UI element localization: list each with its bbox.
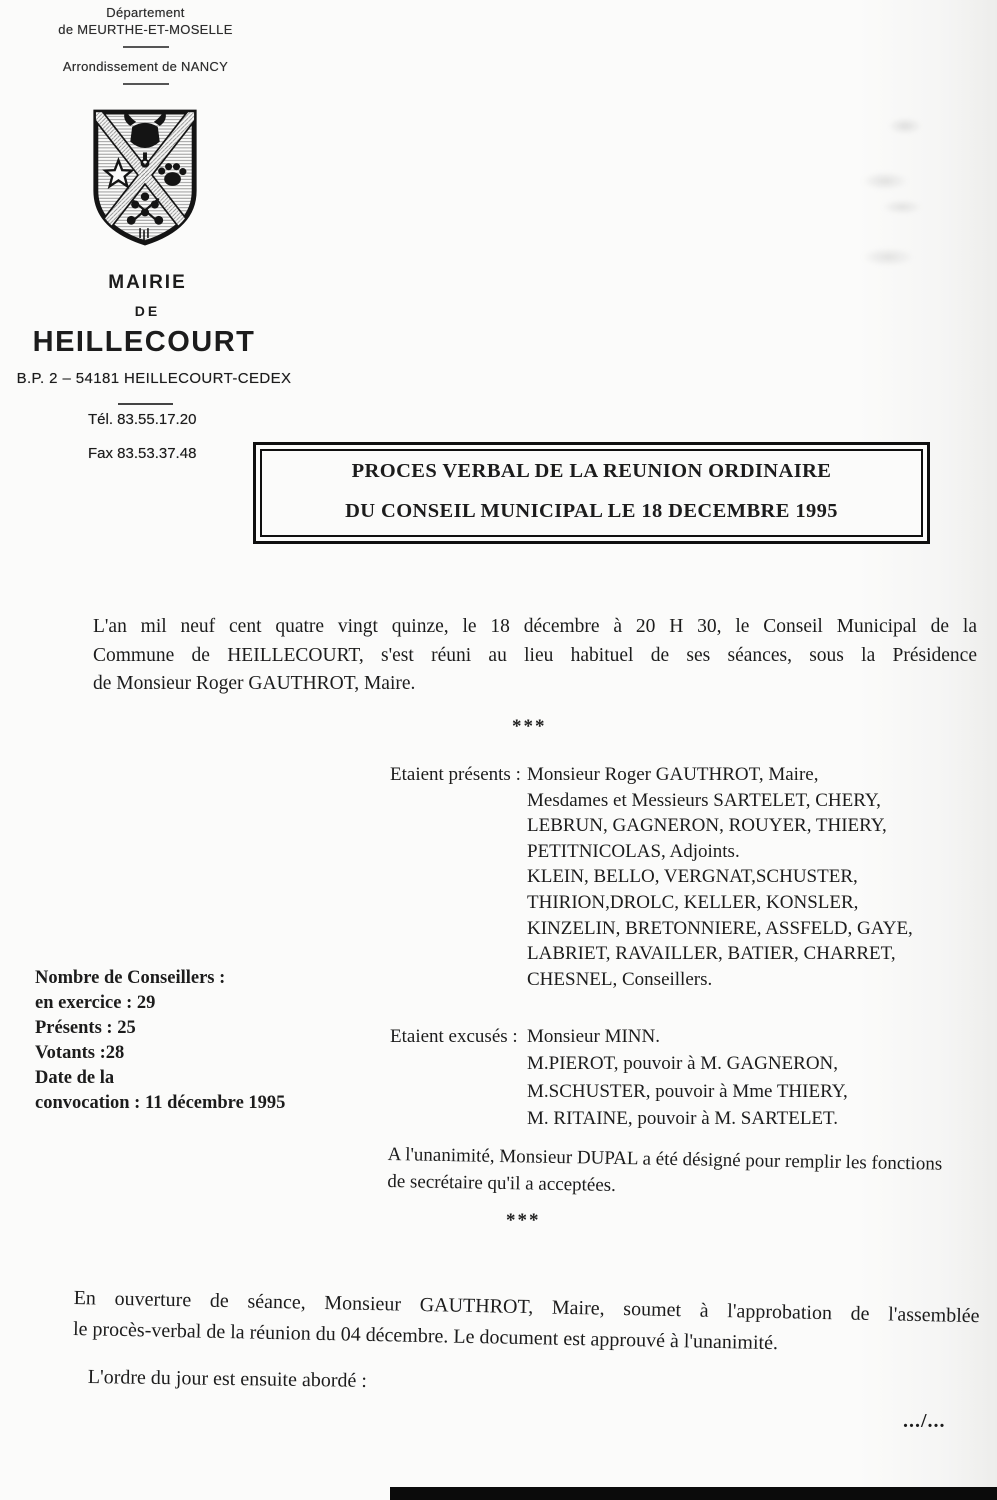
- department-line1: Département: [106, 5, 185, 20]
- present-line: Mesdames et Messieurs SARTELET, CHERY,: [527, 789, 881, 811]
- excused-line: M. RITAINE, pouvoir à M. SARTELET.: [527, 1108, 838, 1130]
- postal-address: B.P. 2 – 54181 HEILLECOURT-CEDEX: [16, 370, 292, 387]
- scan-smudge: [862, 248, 914, 266]
- counts-line: Date de la: [35, 1068, 115, 1088]
- city-name: HEILLECOURT: [32, 326, 256, 358]
- divider: [118, 403, 173, 405]
- mairie-label: MAIRIE: [108, 272, 187, 293]
- present-line: KLEIN, BELLO, VERGNAT,SCHUSTER,: [527, 866, 858, 888]
- opening-line: le procès-verbal de la réunion du 04 décembre. Le document est approuvé à l'unanimité.: [72, 1317, 779, 1354]
- opening-line: En ouverture de séance, Monsieur GAUTHROT, Maire, soumet à l'approbation de l'assemblée: [73, 1286, 980, 1328]
- attendees-excused-block: [390, 1023, 848, 1133]
- opening-paragraph: [73, 1283, 980, 1362]
- present-line: PETITNICOLAS, Adjoints.: [527, 840, 740, 862]
- councillor-counts-block: [35, 966, 285, 1116]
- coat-of-arms-icon: [86, 102, 204, 252]
- counts-line: en exercice : 29: [35, 993, 156, 1013]
- intro-line: de Monsieur Roger GAUTHROT, Maire.: [93, 673, 416, 694]
- attendees-present-block: [390, 762, 913, 992]
- letterhead: [18, 4, 273, 95]
- title-line-2: DU CONSEIL MUNICIPAL LE 18 DECEMBRE 1995: [345, 500, 838, 522]
- intro-line: L'an mil neuf cent quatre vingt quinze, le 18 décembre à 20 H 30, le Conseil Municipal de la: [93, 616, 977, 637]
- phone-number: Tél. 83.55.17.20: [88, 411, 197, 428]
- section-separator: ***: [506, 1210, 541, 1231]
- present-line: LABRIET, RAVAILLER, BATIER, CHARRET,: [527, 943, 896, 965]
- counts-line: convocation : 11 décembre 1995: [35, 1093, 286, 1113]
- excused-label: Etaient excusés :: [390, 1026, 518, 1047]
- continuation-mark: .../...: [903, 1410, 946, 1432]
- title-line-1: PROCES VERBAL DE LA REUNION ORDINAIRE: [351, 460, 832, 482]
- excused-line: M.PIEROT, pouvoir à M. GAGNERON,: [527, 1053, 839, 1075]
- scan-edge-artifact: [390, 1487, 997, 1500]
- divider: [123, 83, 169, 85]
- present-line: LEBRUN, GAGNERON, ROUYER, THIERY,: [527, 815, 887, 837]
- scan-smudge: [862, 172, 908, 190]
- secretary-paragraph: [387, 1141, 988, 1205]
- intro-line: Commune de HEILLECOURT, s'est réuni au lieu habituel de ses séances, sous la Présidence: [93, 644, 977, 666]
- document-title-box: [253, 442, 930, 544]
- divider: [123, 46, 169, 48]
- scan-smudge: [882, 200, 922, 214]
- secretary-line: de secrétaire qu'il a acceptées.: [387, 1170, 617, 1196]
- counts-line: Présents : 25: [35, 1018, 136, 1038]
- department-line2: de MEURTHE-ET-MOSELLE: [58, 22, 233, 37]
- counts-line: Votants :28: [35, 1043, 125, 1063]
- section-separator: ***: [512, 716, 547, 737]
- present-line: THIRION,DROLC, KELLER, KONSLER,: [527, 891, 859, 913]
- mairie-de: DE: [134, 303, 161, 319]
- excused-line: Monsieur MINN.: [527, 1026, 660, 1047]
- arrondissement-line: Arrondissement de NANCY: [62, 59, 229, 74]
- fax-number: Fax 83.53.37.48: [88, 445, 197, 462]
- present-line: Monsieur Roger GAUTHROT, Maire,: [527, 764, 819, 785]
- excused-line: M.SCHUSTER, pouvoir à Mme THIERY,: [527, 1080, 848, 1102]
- counts-title: Nombre de Conseillers :: [35, 968, 226, 988]
- present-label: Etaient présents :: [390, 764, 521, 785]
- agenda-line: L'ordre du jour est ensuite abordé :: [87, 1366, 368, 1392]
- secretary-line: A l'unanimité, Monsieur DUPAL a été désigné pour remplir les fonctions: [387, 1143, 943, 1175]
- present-line: CHESNEL, Conseillers.: [527, 968, 713, 990]
- present-line: KINZELIN, BRETONNIERE, ASSFELD, GAYE,: [527, 917, 913, 939]
- scan-smudge: [888, 118, 922, 134]
- intro-paragraph: [93, 613, 977, 699]
